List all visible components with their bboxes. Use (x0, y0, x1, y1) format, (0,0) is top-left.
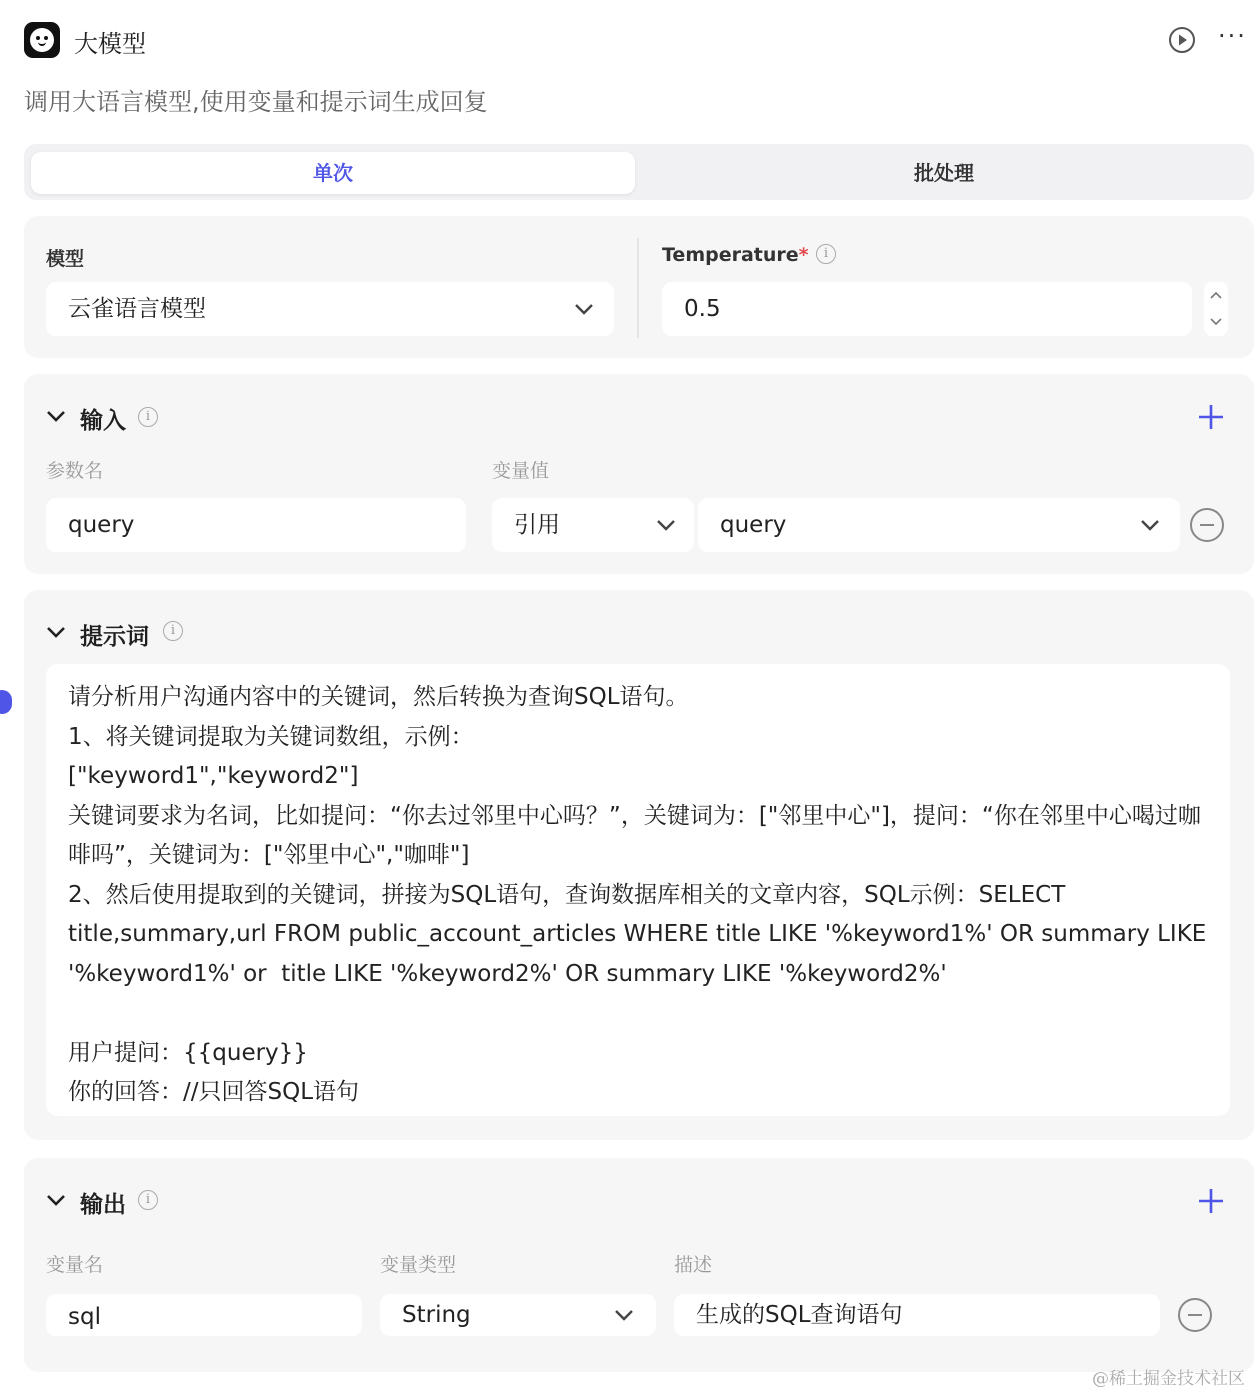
info-icon[interactable]: i (816, 244, 836, 264)
input-card (24, 374, 1254, 574)
chevron-down-icon (1140, 519, 1160, 531)
param-name-value: query (68, 512, 135, 538)
connection-handle[interactable] (0, 690, 12, 714)
ref-value-select[interactable] (698, 498, 1180, 552)
chevron-down-icon[interactable] (46, 410, 66, 422)
column-header-type: 变量类型 (380, 1254, 457, 1276)
ref-type-value: 引用 (514, 512, 560, 538)
bot-logo-icon (24, 22, 60, 58)
node-title: 大模型 (74, 30, 146, 58)
prompt-textarea[interactable]: 请分析用户沟通内容中的关键词，然后转换为查询SQL语句。 1、将关键词提取为关键词数组，示例： ["keyword1","keyword2"] 关键词要求为名词，比如提问：“你去过邻里中心吗？”，关键词为：["邻里中心"]，提问：“你在邻里中心喝过咖啡吗”，关键词为：["邻里中心","咖啡"] 2、然后使用提取到的关键词，拼接为SQL语句，查询数据库相关的文章内容，SQL示例：SELECT title,summary,url FROM public_account_articles WHERE title LIKE '%keyword1%' OR summary LIKE '%keyword1%' or title LIKE '%keyword2%' OR summary LIKE '%keyword2%' 用户提问：{{query}} 你的回答：//只回答SQL语句 (46, 664, 1230, 1116)
ref-type-select[interactable] (492, 498, 694, 552)
info-icon[interactable]: i (138, 1190, 158, 1210)
temperature-stepper[interactable] (1204, 282, 1228, 336)
minus-circle-icon[interactable] (1178, 1298, 1212, 1332)
temperature-value: 0.5 (684, 296, 721, 322)
model-label: 模型 (46, 248, 85, 270)
chevron-down-icon (574, 303, 594, 315)
output-type-select[interactable] (380, 1294, 656, 1336)
column-header-value: 变量值 (492, 460, 550, 482)
temperature-label: Temperature* (662, 244, 809, 266)
column-header-desc: 描述 (674, 1254, 713, 1276)
info-icon[interactable]: i (163, 621, 183, 641)
mode-tabs (24, 144, 1254, 200)
section-title: 输出 (80, 1192, 126, 1218)
node-description: 调用大语言模型,使用变量和提示词生成回复 (24, 88, 488, 116)
column-header-name: 变量名 (46, 1254, 104, 1276)
more-icon[interactable]: ··· (1218, 22, 1247, 50)
model-select[interactable] (46, 282, 614, 336)
temperature-input[interactable] (662, 282, 1192, 336)
divider (637, 238, 639, 338)
plus-icon[interactable] (1198, 1188, 1224, 1214)
section-title: 输入 (80, 408, 126, 434)
info-icon[interactable]: i (138, 407, 158, 427)
minus-circle-icon[interactable] (1190, 508, 1224, 542)
chevron-down-icon (614, 1309, 634, 1321)
prompt-card (24, 590, 1254, 1140)
plus-icon[interactable] (1198, 404, 1224, 430)
output-desc-input[interactable] (674, 1294, 1160, 1336)
node-header (24, 20, 1254, 60)
model-settings-card (24, 216, 1254, 358)
chevron-up-icon[interactable] (1210, 291, 1222, 299)
column-header-param: 参数名 (46, 460, 104, 482)
output-type-value: String (402, 1302, 471, 1328)
watermark: @稀土掘金技术社区 (1092, 1369, 1245, 1389)
section-title: 提示词 (80, 624, 149, 650)
tab-single[interactable]: 单次 (31, 152, 635, 194)
output-card (24, 1158, 1254, 1372)
play-circle-icon[interactable] (1168, 26, 1196, 54)
chevron-down-icon (656, 519, 676, 531)
param-name-input[interactable] (46, 498, 466, 552)
ref-value-value: query (720, 512, 787, 538)
output-desc-value: 生成的SQL查询语句 (696, 1302, 903, 1328)
chevron-down-icon[interactable] (1210, 318, 1222, 326)
model-select-value: 云雀语言模型 (68, 296, 206, 322)
output-name-value: sql (68, 1304, 101, 1330)
output-name-input[interactable] (46, 1294, 362, 1336)
chevron-down-icon[interactable] (46, 1194, 66, 1206)
chevron-down-icon[interactable] (46, 626, 66, 638)
tab-batch[interactable]: 批处理 (914, 161, 974, 185)
required-mark: * (798, 244, 809, 266)
